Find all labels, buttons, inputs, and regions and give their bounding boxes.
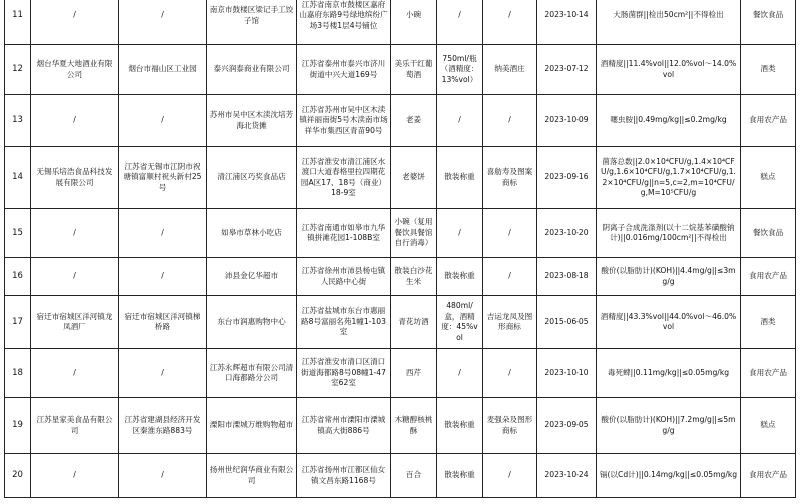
cell-no: 12 — [5, 45, 31, 95]
cell-brand: 喜舫寿及图案商标 — [483, 147, 537, 209]
cell-seller: 如皋市草林小吃店 — [207, 209, 297, 258]
cell-product: 小碗（复用餐饮具餐馆自行消毒） — [391, 209, 437, 258]
cell-brand: / — [483, 0, 537, 45]
cell-seller: 南京市鼓楼区梁记手工饺子馆 — [207, 0, 297, 45]
cell-brand: / — [483, 349, 537, 398]
cell-seller: 扬州世纪润华商业有限公司 — [207, 454, 297, 498]
cell-producer-addr: 烟台市福山区工业园 — [119, 45, 207, 95]
cell-seller: 东台市润惠购物中心 — [207, 296, 297, 349]
cell-item: 酒精度||43.3%vol||44.0%vol～46.0%vol — [597, 296, 741, 349]
cell-producer: / — [31, 209, 119, 258]
table-row — [5, 147, 796, 209]
cell-seller-addr: 江苏省南通市如皋市九华镇拼滩花园1-108B室 — [297, 209, 391, 258]
cell-product: 散装白沙花生米 — [391, 258, 437, 296]
cell-no: 13 — [5, 95, 31, 147]
cell-producer-addr: 江苏省无锡市江阴市祝塘镇富顺村祝头新村25号 — [119, 147, 207, 209]
cell-category: 食用农产品 — [741, 258, 796, 296]
cell-item: 毒死蜱||0.11mg/kg||≤0.05mg/kg — [597, 349, 741, 398]
cell-producer: 宿迁市宿城区洋河镇龙凤酒厂 — [31, 296, 119, 349]
cell-category: 餐饮食品 — [741, 209, 796, 258]
cell-category: 糕点 — [741, 398, 796, 454]
table-row — [5, 258, 796, 296]
cell-seller: 泰兴润泰商业有限公司 — [207, 45, 297, 95]
cell-date: 2023-07-12 — [537, 45, 597, 95]
cell-product: 小碗 — [391, 0, 437, 45]
cell-producer: / — [31, 349, 119, 398]
cell-no: 18 — [5, 349, 31, 398]
cell-producer: 江苏星家美食品有限公司 — [31, 398, 119, 454]
cell-seller: 苏州市吴中区木渎沈培芳海北货摊 — [207, 95, 297, 147]
cell-spec: 散装称重 — [437, 398, 483, 454]
cell-date: 2023-10-10 — [537, 349, 597, 398]
cell-producer-addr: / — [119, 209, 207, 258]
cell-producer-addr: 江苏省建湖县经济开发区秦淮东路883号 — [119, 398, 207, 454]
cell-category: 酒类 — [741, 296, 796, 349]
cell-date: 2023-10-20 — [537, 209, 597, 258]
cell-date: 2023-10-09 — [537, 95, 597, 147]
sampling-results-table — [4, 0, 796, 498]
cell-no: 15 — [5, 209, 31, 258]
cell-seller: 沛县金亿华超市 — [207, 258, 297, 296]
table-row — [5, 45, 796, 95]
cell-item: 阴离子合成洗涤剂(以十二烷基苯磺酸钠计)||0.016mg/100cm²||不得检出 — [597, 209, 741, 258]
cell-spec: 散装称重 — [437, 147, 483, 209]
cell-seller-addr: 江苏省徐州市沛县杨屯镇人民路中心街 — [297, 258, 391, 296]
cell-producer-addr: / — [119, 0, 207, 45]
cell-product: 青花坊酒 — [391, 296, 437, 349]
cell-producer-addr: / — [119, 454, 207, 498]
cell-spec: 480ml/盒，酒精度：45%vol — [437, 296, 483, 349]
cell-item: 酸价(以脂肪计)(KOH)||4.4mg/g||≤3mg/g — [597, 258, 741, 296]
cell-brand: / — [483, 258, 537, 296]
cell-no: 14 — [5, 147, 31, 209]
table-row — [5, 349, 796, 398]
cell-product: 老婆饼 — [391, 147, 437, 209]
cell-item: 大肠菌群||检出50cm²||不得检出 — [597, 0, 741, 45]
cell-spec: 750ml/瓶（酒精度：13%vol） — [437, 45, 483, 95]
cell-date: 2023-10-24 — [537, 454, 597, 498]
cell-producer: 无锡乐培浩食品科技发展有限公司 — [31, 147, 119, 209]
cell-seller-addr: 江苏省扬州市江都区仙女镇文昌东路1168号 — [297, 454, 391, 498]
cell-seller-addr: 江苏省常州市溧阳市溧城镇高大街886号 — [297, 398, 391, 454]
cell-brand: / — [483, 95, 537, 147]
table-row — [5, 296, 796, 349]
cell-producer-addr: / — [119, 258, 207, 296]
cell-category: 食用农产品 — [741, 454, 796, 498]
cell-product: 美乐干红葡萄酒 — [391, 45, 437, 95]
cell-producer: / — [31, 95, 119, 147]
cell-item: 噻虫胺||0.49mg/kg||≤0.2mg/kg — [597, 95, 741, 147]
cell-date: 2023-10-14 — [537, 0, 597, 45]
cell-brand: 麦强朵及图形商标 — [483, 398, 537, 454]
cell-category: 糕点 — [741, 147, 796, 209]
cell-item: 镉(以Cd计)||0.14mg/kg||≤0.05mg/kg — [597, 454, 741, 498]
cell-seller-addr: 江苏省淮安市清江浦区水渡口大道春格里拉四期花园A区17、18号（商业）18-9室 — [297, 147, 391, 209]
cell-date: 2023-09-16 — [537, 147, 597, 209]
cell-producer: / — [31, 258, 119, 296]
cell-seller-addr: 江苏省淮安市清口区清口街道海都路8号08幢1-47室62室 — [297, 349, 391, 398]
cell-no: 17 — [5, 296, 31, 349]
cell-no: 11 — [5, 0, 31, 45]
cell-product: 百合 — [391, 454, 437, 498]
cell-producer: / — [31, 454, 119, 498]
cell-producer: / — [31, 0, 119, 45]
cell-producer-addr: / — [119, 95, 207, 147]
cell-producer-addr: 宿迁市宿城区洋河镇梯桥路 — [119, 296, 207, 349]
cell-category: 食用农产品 — [741, 95, 796, 147]
table-row — [5, 398, 796, 454]
cell-no: 16 — [5, 258, 31, 296]
table-body — [5, 0, 796, 498]
cell-producer-addr: / — [119, 349, 207, 398]
table-row — [5, 454, 796, 498]
cell-seller-addr: 江苏省苏州市吴中区木渎镇祥丽南街5号木渎南市场祥华市集西区青苗90号 — [297, 95, 391, 147]
cell-seller-addr: 江苏省泰州市泰兴市济川街道中兴大道169号 — [297, 45, 391, 95]
table-row — [5, 95, 796, 147]
cell-date: 2023-08-18 — [537, 258, 597, 296]
cell-no: 19 — [5, 398, 31, 454]
cell-producer: 烟台华夏大地酒业有限公司 — [31, 45, 119, 95]
cell-seller: 清江浦区巧奖食品店 — [207, 147, 297, 209]
cell-category: 食用农产品 — [741, 349, 796, 398]
cell-seller: 江苏永辉超市有限公司清口海都路分公司 — [207, 349, 297, 398]
cell-product: 老姜 — [391, 95, 437, 147]
cell-item: 酒精度||11.4%vol||12.0%vol～14.0%vol — [597, 45, 741, 95]
cell-spec: / — [437, 0, 483, 45]
cell-brand: 纳美酒庄 — [483, 45, 537, 95]
cell-spec: 散装称重 — [437, 258, 483, 296]
cell-spec: / — [437, 349, 483, 398]
table-row — [5, 0, 796, 45]
cell-category: 酒类 — [741, 45, 796, 95]
table-row — [5, 209, 796, 258]
cell-no: 20 — [5, 454, 31, 498]
cell-product: 西芹 — [391, 349, 437, 398]
cell-brand: / — [483, 209, 537, 258]
cell-spec: 散装称重 — [437, 454, 483, 498]
cell-brand: / — [483, 454, 537, 498]
cell-item: 菌落总数||2.0×10⁴CFU/g,1.4×10⁴CFU/g,1.6×10⁴CFU/g,1.7×10⁴CFU/g,1.2×10⁴CFU/g||n=5,c=2,m=10⁴CFU/g,M=10⁵CFU/g — [597, 147, 741, 209]
cell-product: 木糖醇核桃酥 — [391, 398, 437, 454]
cell-seller-addr: 江苏省南京市鼓楼区嘉府山嘉府东路9号绿地缤纷广场3号楼1层4号铺位 — [297, 0, 391, 45]
cell-seller-addr: 江苏省盐城市东台市惠丽路8号富丽名苑1幢1-103室 — [297, 296, 391, 349]
cell-date: 2023-09-05 — [537, 398, 597, 454]
cell-brand: 吉运龙凤及图形商标 — [483, 296, 537, 349]
cell-item: 酸价(以脂肪计)(KOH)||7.2mg/g||≤5mg/g — [597, 398, 741, 454]
cell-seller: 溧阳市溧城万维购物超市 — [207, 398, 297, 454]
cell-category: 餐饮食品 — [741, 0, 796, 45]
cell-spec: / — [437, 209, 483, 258]
cell-spec: / — [437, 95, 483, 147]
cell-date: 2015-06-05 — [537, 296, 597, 349]
